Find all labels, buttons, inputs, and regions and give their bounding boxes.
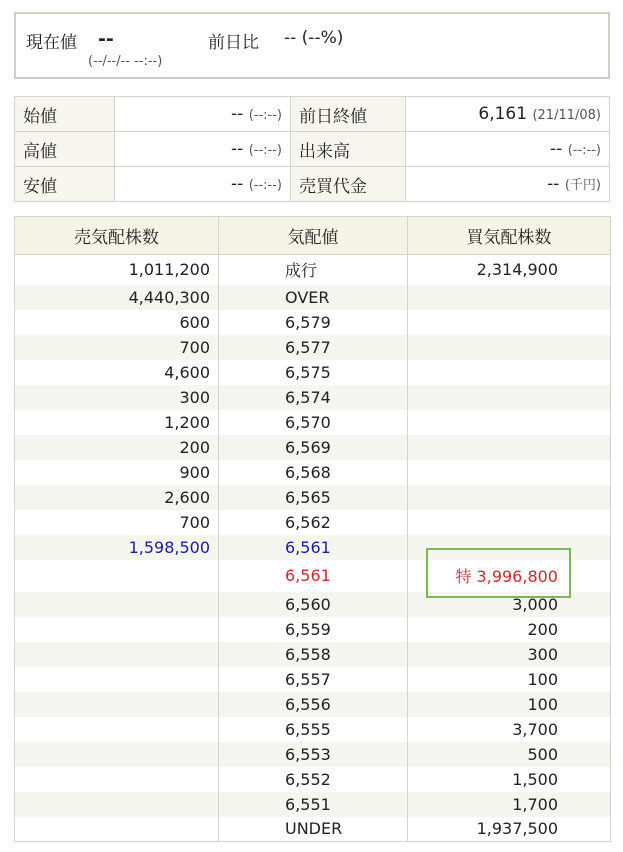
order-book-row <box>15 792 611 817</box>
sell-qty-header: 売気配株数 <box>15 217 219 255</box>
sell-qty-cell: 1,598,500 <box>15 535 219 560</box>
buy-qty-cell: 1,937,500 <box>408 817 611 842</box>
order-book-row <box>15 310 611 335</box>
sell-qty-cell <box>15 560 219 592</box>
order-book-row <box>15 285 611 310</box>
quote-price-cell: 6,568 <box>219 460 408 485</box>
open-value-cell <box>115 97 291 132</box>
change-value: -- (--%) <box>284 28 344 48</box>
high-label: 高値 <box>15 132 115 167</box>
buy-qty-cell: 2,314,900 <box>408 255 611 285</box>
sell-qty-cell <box>15 592 219 617</box>
special-quote-highlight <box>426 548 571 598</box>
buy-qty-cell <box>408 410 611 435</box>
quote-price-cell: 6,557 <box>219 667 408 692</box>
buy-qty-cell <box>408 460 611 485</box>
quote-price-cell: 6,575 <box>219 360 408 385</box>
order-book-row <box>15 435 611 460</box>
quote-price-header: 気配値 <box>219 217 408 255</box>
sell-qty-cell: 2,600 <box>15 485 219 510</box>
order-book-table <box>14 216 611 842</box>
order-book-row <box>15 667 611 692</box>
quote-price-cell: 6,553 <box>219 742 408 767</box>
order-book-row <box>15 385 611 410</box>
open-label: 始値 <box>15 97 115 132</box>
prev-close-label: 前日終値 <box>291 97 406 132</box>
open-value: -- <box>231 104 244 124</box>
quote-price-cell: 6,551 <box>219 792 408 817</box>
volume-value: -- <box>550 139 563 159</box>
volume-time: (--:--) <box>567 143 601 158</box>
quote-price-cell: 6,556 <box>219 692 408 717</box>
volume-label: 出来高 <box>291 132 406 167</box>
current-price-value: -- <box>98 28 114 50</box>
order-book-row <box>15 460 611 485</box>
sell-qty-cell: 700 <box>15 335 219 360</box>
sell-qty-cell: 700 <box>15 510 219 535</box>
turnover-value: -- <box>547 174 560 194</box>
low-time: (--:--) <box>248 178 282 193</box>
quote-price-cell: OVER <box>219 285 408 310</box>
quote-price-cell: 6,577 <box>219 335 408 360</box>
order-book-row <box>15 717 611 742</box>
order-book-row <box>15 817 611 842</box>
info-row <box>15 167 610 202</box>
quote-price-cell: 6,560 <box>219 592 408 617</box>
sell-qty-cell: 200 <box>15 435 219 460</box>
quote-price-cell: 6,565 <box>219 485 408 510</box>
buy-qty-cell <box>408 485 611 510</box>
order-book-row <box>15 410 611 435</box>
low-value: -- <box>231 174 244 194</box>
prev-close-cell <box>406 97 610 132</box>
high-time: (--:--) <box>248 143 282 158</box>
info-row <box>15 132 610 167</box>
sell-qty-cell <box>15 692 219 717</box>
sell-qty-cell <box>15 817 219 842</box>
sell-qty-cell: 1,011,200 <box>15 255 219 285</box>
buy-qty-cell: 1,700 <box>408 792 611 817</box>
quote-price-cell: 6,570 <box>219 410 408 435</box>
buy-qty-cell: 200 <box>408 617 611 642</box>
current-price-panel <box>14 12 610 79</box>
turnover-unit: (千円) <box>564 178 601 193</box>
sell-qty-cell <box>15 667 219 692</box>
quote-price-cell: 6,558 <box>219 642 408 667</box>
sell-qty-cell: 600 <box>15 310 219 335</box>
current-price-label: 現在値 <box>26 33 77 53</box>
quote-price-cell: 6,574 <box>219 385 408 410</box>
high-value: -- <box>231 139 244 159</box>
buy-qty-cell: 1,500 <box>408 767 611 792</box>
sell-qty-cell: 1,200 <box>15 410 219 435</box>
buy-qty-cell <box>408 360 611 385</box>
order-book-row <box>15 642 611 667</box>
turnover-label: 売買代金 <box>291 167 406 202</box>
buy-qty-cell: 100 <box>408 692 611 717</box>
volume-cell <box>406 132 610 167</box>
prev-close-date: (21/11/08) <box>532 108 601 123</box>
buy-qty-cell <box>408 385 611 410</box>
sell-qty-cell: 4,600 <box>15 360 219 385</box>
order-book-row <box>15 767 611 792</box>
buy-qty-cell: 300 <box>408 642 611 667</box>
sell-qty-cell <box>15 642 219 667</box>
order-book-header <box>15 217 611 255</box>
change-label: 前日比 <box>208 33 259 53</box>
buy-qty-cell: 3,700 <box>408 717 611 742</box>
order-book-row <box>15 485 611 510</box>
buy-qty-cell <box>408 435 611 460</box>
buy-qty-header: 買気配株数 <box>408 217 611 255</box>
buy-qty-cell <box>408 310 611 335</box>
quote-price-cell: 6,555 <box>219 717 408 742</box>
sell-qty-cell <box>15 742 219 767</box>
order-book-row <box>15 255 611 285</box>
sell-qty-cell: 300 <box>15 385 219 410</box>
buy-qty-cell: 特 3,996,800 <box>408 560 611 592</box>
quote-price-cell: UNDER <box>219 817 408 842</box>
low-label: 安値 <box>15 167 115 202</box>
order-book-row <box>15 742 611 767</box>
sell-qty-cell <box>15 792 219 817</box>
order-book-row <box>15 335 611 360</box>
buy-qty-cell: 500 <box>408 742 611 767</box>
buy-qty-cell <box>408 285 611 310</box>
sell-qty-cell <box>15 717 219 742</box>
buy-qty-cell: 100 <box>408 667 611 692</box>
order-book-row <box>15 617 611 642</box>
sell-qty-cell <box>15 617 219 642</box>
buy-qty-cell <box>408 510 611 535</box>
open-time: (--:--) <box>248 108 282 123</box>
current-price-time: (--/--/-- --:--) <box>88 54 163 69</box>
high-value-cell <box>115 132 291 167</box>
info-row <box>15 97 610 132</box>
quote-price-cell: 6,569 <box>219 435 408 460</box>
quote-price-cell: 6,579 <box>219 310 408 335</box>
sell-qty-cell: 900 <box>15 460 219 485</box>
low-value-cell <box>115 167 291 202</box>
price-info-table <box>14 96 610 202</box>
sell-qty-cell: 4,440,300 <box>15 285 219 310</box>
quote-price-cell: 6,559 <box>219 617 408 642</box>
buy-qty-cell: 3,000 <box>408 592 611 617</box>
quote-price-cell: 成行 <box>219 255 408 285</box>
turnover-cell <box>406 167 610 202</box>
order-book-row <box>15 692 611 717</box>
quote-price-cell: 6,561 <box>219 535 408 560</box>
order-book-row <box>15 510 611 535</box>
quote-price-cell: 6,561 <box>219 560 408 592</box>
order-book-row <box>15 360 611 385</box>
quote-price-cell: 6,552 <box>219 767 408 792</box>
sell-qty-cell <box>15 767 219 792</box>
quote-price-cell: 6,562 <box>219 510 408 535</box>
buy-qty-cell <box>408 335 611 360</box>
prev-close-value: 6,161 <box>478 104 528 124</box>
